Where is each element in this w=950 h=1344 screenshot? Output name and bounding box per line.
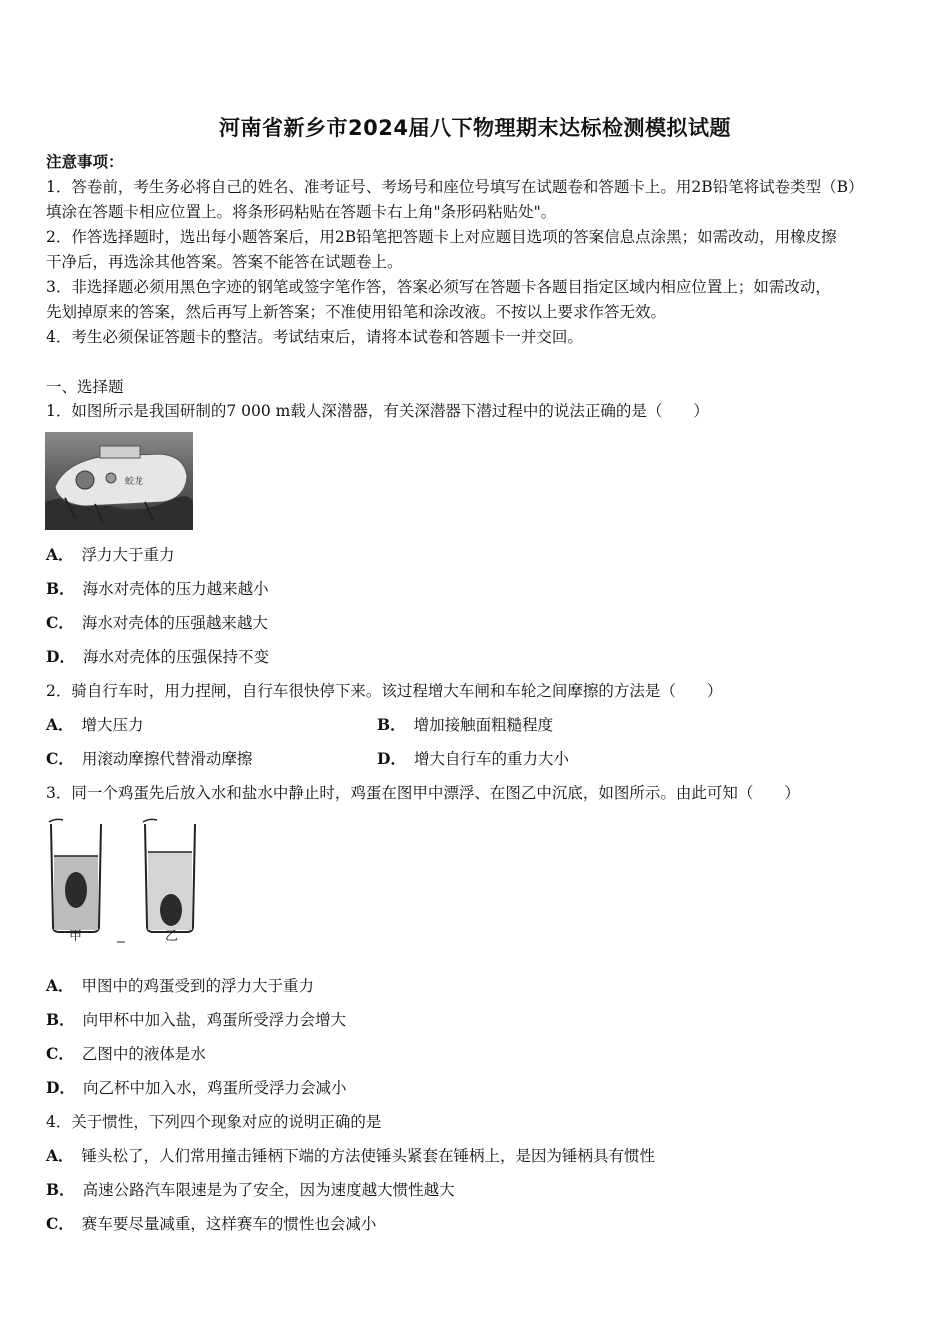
notice-line: 先划掉原来的答案，然后再写上新答案；不准使用铅笔和涂改液。不按以上要求作答无效。 [46, 303, 667, 321]
question-stem-2: 2．骑自行车时，用力捏闸，自行车很快停下来。该过程增大车闸和车轮之间摩擦的方法是（ ） [46, 682, 723, 700]
option: D． 增大自行车的重力大小 [377, 749, 569, 768]
submersible-photo [45, 432, 193, 530]
option: B． 增加接触面粗糙程度 [377, 715, 554, 734]
option: B． 向甲杯中加入盐，鸡蛋所受浮力会增大 [46, 1010, 347, 1029]
option: A． 甲图中的鸡蛋受到的浮力大于重力 [46, 976, 315, 995]
option: A． 浮力大于重力 [46, 545, 175, 564]
submersible-hull-marking: 蛟龙 [125, 477, 144, 487]
egg-floating [65, 872, 87, 908]
egg-sunk [160, 894, 182, 926]
option: B． 高速公路汽车限速是为了安全，因为速度越大惯性越大 [46, 1180, 455, 1199]
option: D． 海水对壳体的压强保持不变 [46, 647, 269, 666]
figure-label-yi: 乙 [165, 929, 179, 944]
notice-line: 4．考生必须保证答题卡的整洁。考试结束后，请将本试卷和答题卡一并交回。 [46, 328, 583, 346]
beakers-figure [45, 812, 205, 952]
notice-line: 3．非选择题必须用黑色字迹的钢笔或签字笔作答，答案必须写在答题卡各题目指定区域内相应位置上；如需改动， [46, 278, 831, 296]
question-stem-4: 4．关于惯性，下列四个现象对应的说明正确的是 [46, 1113, 382, 1131]
option: C． 乙图中的液体是水 [46, 1044, 206, 1063]
notice-heading: 注意事项： [46, 152, 124, 171]
option: A． 增大压力 [46, 715, 144, 734]
question-stem-3: 3．同一个鸡蛋先后放入水和盐水中静止时，鸡蛋在图甲中漂浮、在图乙中沉底，如图所示。由此可知（ ） [46, 784, 800, 802]
notice-line: 2．作答选择题时，选出每小题答案后，用2B铅笔把答题卡上对应题目选项的答案信息点涂黑；如需改动，用橡皮擦 [46, 228, 837, 246]
page-title: 河南省新乡市2024届八下物理期末达标检测模拟试题 [219, 116, 731, 140]
notice-line: 干净后，再选涂其他答案。答案不能答在试题卷上。 [46, 253, 403, 271]
option: C． 赛车要尽量减重，这样赛车的惯性也会减小 [46, 1214, 377, 1233]
section-heading: 一、选择题 [46, 378, 124, 396]
figure-label-jia: 甲 [69, 929, 83, 944]
question-stem-1: 1．如图所示是我国研制的7 000 m载人深潜器，有关深潜器下潜过程中的说法正确的是（ ） [46, 402, 709, 420]
option: C． 用滚动摩擦代替滑动摩擦 [46, 749, 253, 768]
notice-line: 填涂在答题卡相应位置上。将条形码粘贴在答题卡右上角"条形码粘贴处"。 [46, 203, 557, 221]
notice-line: 1．答卷前，考生务必将自己的姓名、准考证号、考场号和座位号填写在试题卷和答题卡上。用2B铅笔将试卷类型（B） [46, 178, 864, 196]
option: A． 锤头松了，人们常用撞击锤柄下端的方法使锤头紧套在锤柄上，是因为锤柄具有惯性 [46, 1146, 656, 1165]
option: C． 海水对壳体的压强越来越大 [46, 613, 268, 632]
option: B． 海水对壳体的压力越来越小 [46, 579, 269, 598]
option: D． 向乙杯中加入水，鸡蛋所受浮力会减小 [46, 1078, 347, 1097]
